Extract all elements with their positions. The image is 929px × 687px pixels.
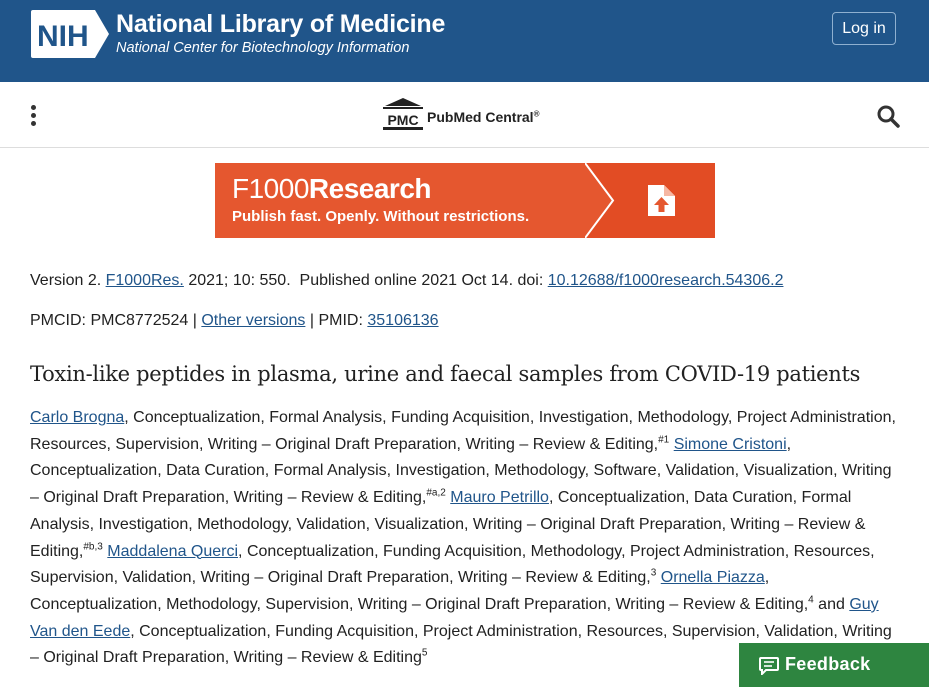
article-title: Toxin-like peptides in plasma, urine and faecal samples from COVID-19 patients xyxy=(30,362,861,386)
ad-tagline: Publish fast. Openly. Without restrictions. xyxy=(232,208,530,225)
login-button[interactable]: Log in xyxy=(832,12,896,45)
author-affiliation: #b,3 xyxy=(83,541,103,553)
author-conjunction: and xyxy=(813,595,850,613)
author-roles: , Conceptualization, Funding Acquisition, Methodology, Project Administration, Resources, Supervision, Validation, Writing – Original Draft Preparation, Writing – Review & Editing, xyxy=(30,542,875,587)
author-link[interactable]: Mauro Petrillo xyxy=(450,489,549,507)
pmid-label: PMID: xyxy=(318,312,363,329)
ad-chevron-graphic xyxy=(585,163,715,238)
author-affiliation: #1 xyxy=(658,434,670,446)
author-roles: , Conceptualization, Funding Acquisition, Project Administration, Resources, Supervision, Validation, Writing – Original Draft Preparation, Writing – Review & Editing xyxy=(30,622,892,667)
author-list xyxy=(30,405,902,672)
chat-bubble-icon xyxy=(759,657,779,675)
author-affiliation: 5 xyxy=(421,648,428,659)
author-link[interactable]: Ornella Piazza xyxy=(660,569,765,587)
author-link[interactable]: Carlo Brogna xyxy=(30,409,125,426)
feedback-label: Feedback xyxy=(785,654,871,674)
separator: | xyxy=(309,312,315,329)
author-affiliation: 3 xyxy=(650,567,657,579)
doi-link[interactable]: 10.12688/f1000research.54306.2 xyxy=(547,272,784,289)
author-roles: , Conceptualization, Formal Analysis, Funding Acquisition, Investigation, Methodology, Project Administration, Resources, Supervision, Writing – Original Draft Preparation, Writing – Review & Editing, xyxy=(30,409,896,453)
pmc-building-icon xyxy=(381,96,425,132)
citation-line xyxy=(30,272,783,290)
author-link[interactable]: Simone Cristoni xyxy=(673,435,787,453)
pmc-header xyxy=(0,82,929,148)
author-roles: , Conceptualization, Methodology, Supervision, Writing – Original Draft Preparation, Writing – Review & Editing, xyxy=(30,569,809,613)
f1000-ad-banner[interactable] xyxy=(215,163,715,238)
feedback-button[interactable] xyxy=(739,643,929,687)
other-versions-link[interactable]: Other versions xyxy=(201,312,306,329)
separator: | xyxy=(192,312,197,329)
nih-banner xyxy=(0,0,929,82)
published-date: Published online 2021 Oct 14. xyxy=(299,272,514,289)
pmcid-value: PMC8772524 xyxy=(90,312,189,329)
nih-subtitle: National Center for Biotechnology Information xyxy=(116,40,410,56)
author-affiliation: 4 xyxy=(808,594,814,606)
author-link[interactable]: Maddalena Querci xyxy=(107,542,239,560)
vertical-dots-menu-icon[interactable] xyxy=(27,102,39,128)
ad-brand-prefix: F1000 xyxy=(232,173,309,204)
nih-logo-icon[interactable] xyxy=(31,10,109,58)
pmc-logo-abbr: PMC xyxy=(387,112,419,128)
pmid-link[interactable]: 35106136 xyxy=(367,312,439,329)
search-icon[interactable] xyxy=(876,104,900,128)
nih-logo-text: NIH xyxy=(37,20,89,53)
doi-label: doi: xyxy=(517,272,544,289)
pmc-logo-text: PubMed Central xyxy=(427,109,534,125)
identifier-line xyxy=(30,312,439,330)
author-affiliation: #a,2 xyxy=(426,487,446,499)
nih-title[interactable]: National Library of Medicine xyxy=(116,10,446,38)
journal-link[interactable]: F1000Res. xyxy=(105,272,184,289)
author-link[interactable]: Guy Van den Eede xyxy=(30,595,879,640)
version-text: Version 2. xyxy=(30,272,102,289)
pmc-logo[interactable] xyxy=(381,96,561,132)
ad-brand-suffix: Research xyxy=(308,173,431,204)
pmcid-label: PMCID: xyxy=(30,312,86,329)
pmc-logo-reg: ® xyxy=(533,109,540,119)
author-roles: , Conceptualization, Data Curation, Formal Analysis, Investigation, Methodology, Validation, Visualization, Writing – Original Draft Preparation, Writing – Review & Editing, xyxy=(30,489,866,560)
volume-info: 2021; 10: 550. xyxy=(188,272,291,289)
author-roles: , Conceptualization, Data Curation, Formal Analysis, Investigation, Methodology, Software, Validation, Visualization, Writing – Original Draft Preparation, Writing – Review & Editing, xyxy=(30,435,892,507)
